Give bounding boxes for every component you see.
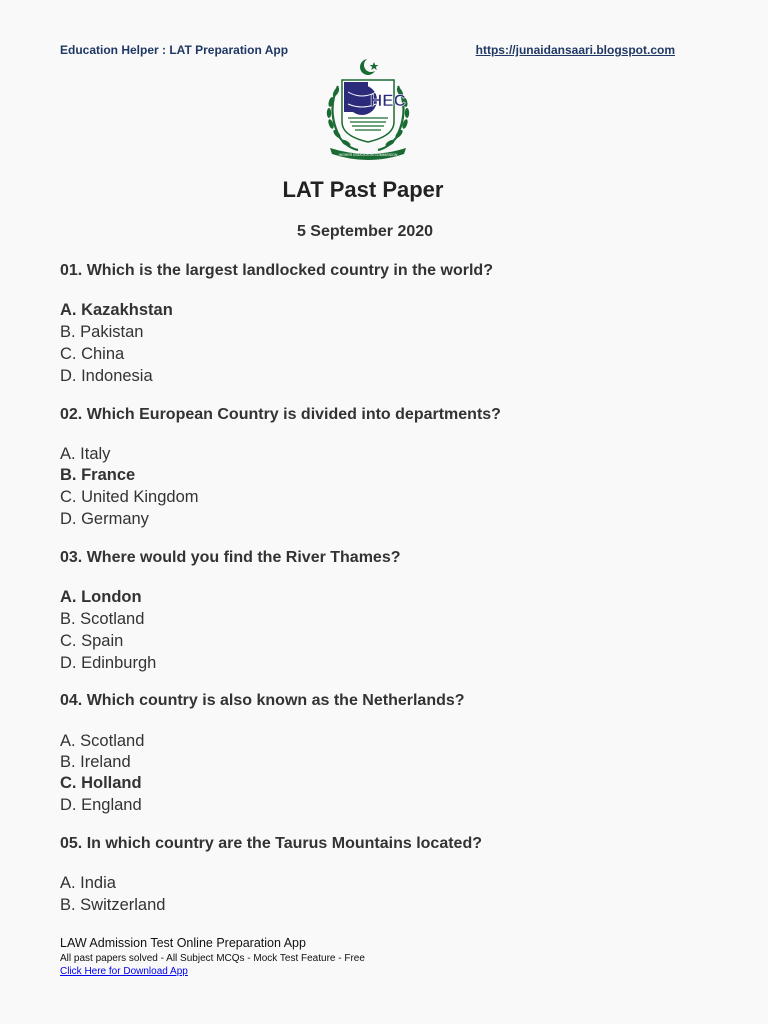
option: A. Italy <box>60 445 111 463</box>
option: B. Scotland <box>60 610 145 628</box>
svg-text:HEC: HEC <box>370 91 406 110</box>
question-01: 01. Which is the largest landlocked country in the world? <box>60 262 493 279</box>
option: D. England <box>60 796 142 814</box>
option: A. Scotland <box>60 732 145 750</box>
page-title: LAT Past Paper <box>282 177 444 202</box>
option-answer: B. France <box>60 466 136 484</box>
footer-title: LAW Admission Test Online Preparation App <box>60 936 306 950</box>
option: D. Indonesia <box>60 367 153 385</box>
option: C. Spain <box>60 632 124 650</box>
question-03: 03. Where would you find the River Thames? <box>60 549 401 566</box>
question-02: 02. Which European Country is divided into departments? <box>60 406 501 423</box>
download-app-link[interactable]: Click Here for Download App <box>60 966 188 977</box>
option: B. Ireland <box>60 753 131 771</box>
question-04: 04. Which country is also known as the Netherlands? <box>60 692 465 709</box>
paper-date: 5 September 2020 <box>296 223 434 240</box>
blog-link[interactable]: https://junaidansaari.blogspot.com <box>475 43 675 57</box>
option-answer: A. Kazakhstan <box>60 301 173 319</box>
option: A. India <box>60 874 116 892</box>
app-name-header: Education Helper : LAT Preparation App <box>60 43 289 57</box>
hec-logo <box>318 56 418 160</box>
option-answer: C. Holland <box>60 774 142 792</box>
option-answer: A. London <box>60 588 142 606</box>
question-05: 05. In which country are the Taurus Mountains located? <box>60 835 482 852</box>
option: D. Germany <box>60 510 149 528</box>
svg-text:HIGHER EDUCATION COMMISSION: HIGHER EDUCATION COMMISSION <box>338 153 398 157</box>
option: C. China <box>60 345 125 363</box>
option: B. Pakistan <box>60 323 144 341</box>
footer-subtitle: All past papers solved - All Subject MCQs - Mock Test Feature - Free <box>60 953 365 964</box>
option: D. Edinburgh <box>60 654 157 672</box>
option: C. United Kingdom <box>60 488 199 506</box>
option: B. Switzerland <box>60 896 166 914</box>
